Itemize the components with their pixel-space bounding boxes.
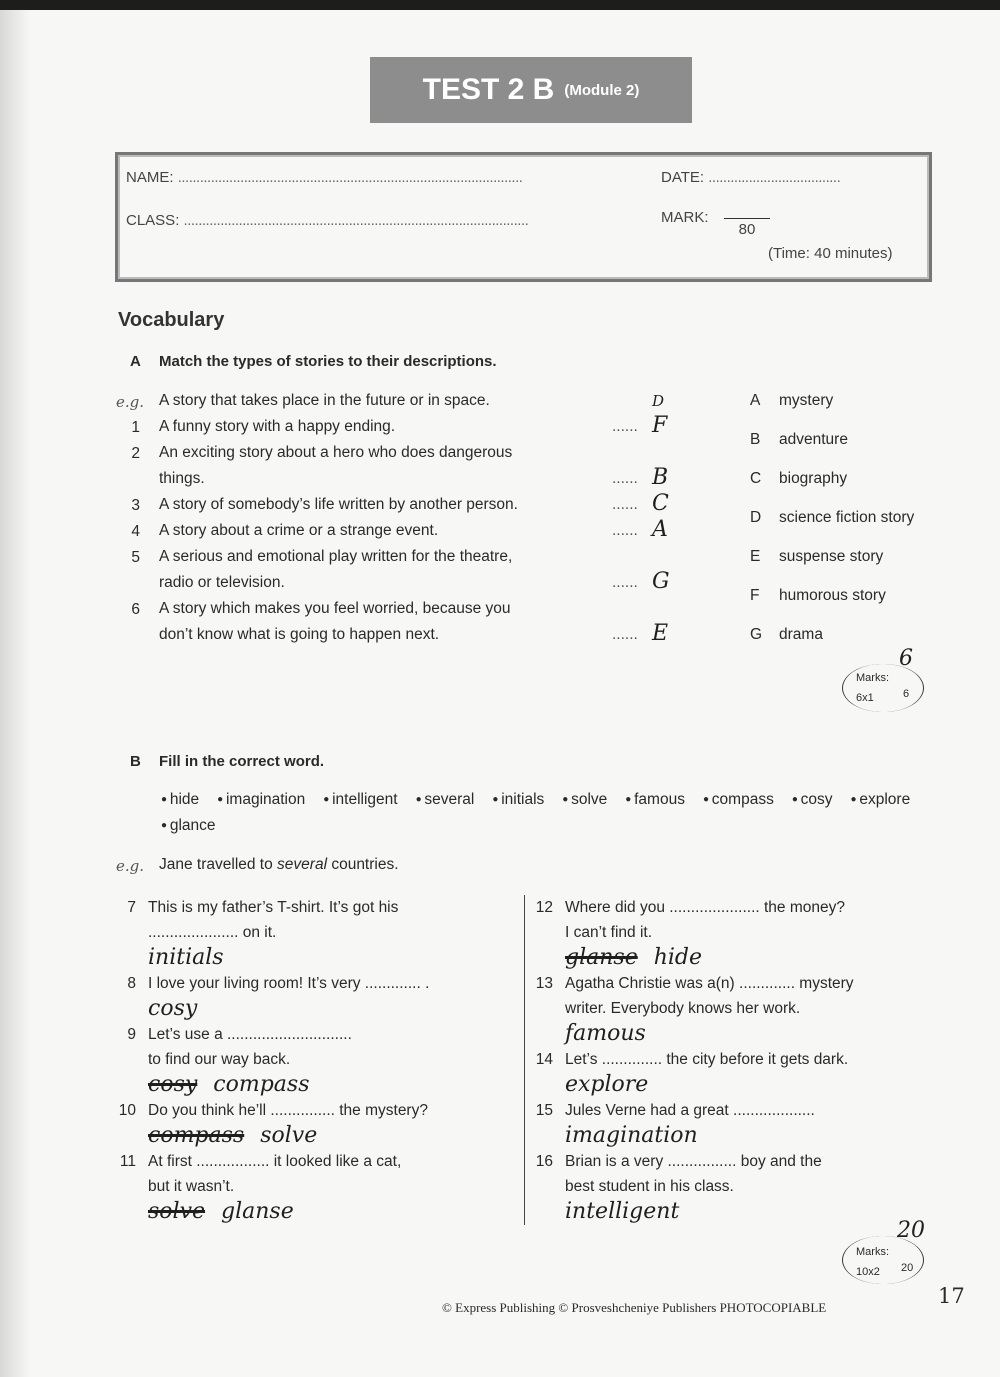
marks-score-handwritten: 20 (897, 1218, 925, 1243)
handwritten-answer: E (652, 621, 669, 646)
photocopiable-text: PHOTOCOPIABLE (719, 1300, 827, 1315)
item-number: 14 (535, 1051, 553, 1068)
option-text: biography (779, 470, 848, 487)
item-sentence-lines (148, 895, 398, 945)
item-description: A story of somebody’s life written by another person. (159, 496, 518, 513)
module-text: (Module 2) (564, 81, 640, 99)
mark-total: 80 (724, 218, 770, 238)
title-text: TEST 2 B (422, 73, 555, 106)
date-label: DATE: (661, 169, 705, 186)
item-sentence-lines (148, 1149, 401, 1199)
item-sentence-lines (148, 1098, 428, 1123)
option-text: drama (779, 626, 823, 643)
option-text: suspense story (779, 548, 884, 565)
struck-answer: solve (148, 1199, 206, 1224)
part-b-instruction: Fill in the correct word. (159, 753, 325, 770)
handwritten-answer: solve (260, 1123, 318, 1148)
item-number: 7 (127, 899, 136, 916)
example-sentence (159, 856, 399, 874)
item-description: don’t know what is going to happen next. (159, 626, 440, 643)
handwritten-answer: hide (653, 945, 703, 970)
word-bank-item: ● cosy (792, 791, 833, 809)
item-number: e.g. (116, 393, 145, 411)
item-sentence-lines (565, 1047, 848, 1072)
answer-blank: ...... (612, 470, 638, 487)
marks-total: 20 (901, 1262, 914, 1274)
handwritten-answer: D (652, 392, 665, 410)
item-sentence: but it wasn’t. (148, 1178, 235, 1195)
exercise-item (523, 1047, 933, 1072)
handwritten-answer: explore (565, 1072, 649, 1097)
item-number: 13 (535, 975, 553, 992)
handwritten-answer-row (106, 945, 516, 971)
date-field[interactable] (661, 169, 840, 186)
name-field[interactable] (126, 169, 522, 186)
exercise-item (523, 1098, 933, 1123)
item-sentence: I can’t find it. (565, 924, 653, 941)
exercise-item (106, 971, 516, 996)
item-sentence: Brian is a very ................ boy and the (565, 1153, 822, 1170)
item-sentence: I love your living room! It’s very ............. . (148, 975, 430, 992)
item-description: A funny story with a happy ending. (159, 418, 396, 435)
item-description: An exciting story about a hero who does dangerous (159, 444, 513, 461)
copyright-text: © Express Publishing © Prosveshcheniye Publishers (442, 1300, 717, 1315)
exercise-item (523, 895, 933, 945)
footer-copyright (442, 1300, 826, 1316)
word-bank-item: ● several (416, 791, 475, 809)
item-number: 8 (127, 975, 136, 992)
item-number: 16 (535, 1153, 553, 1170)
marks-formula: 6x1 (856, 692, 874, 704)
handwritten-answer-row (106, 1199, 516, 1225)
item-sentence: Do you think he’ll ............... the mystery? (148, 1102, 428, 1119)
item-description: A story that takes place in the future or in space. (159, 392, 490, 409)
word-bank-item: ● intelligent (323, 791, 397, 809)
part-a-instruction: Match the types of stories to their descriptions. (159, 353, 497, 370)
student-info-box (115, 152, 932, 282)
handwritten-answer-row (523, 1072, 933, 1098)
word-bank (161, 791, 931, 835)
part-b-marks (842, 1218, 925, 1284)
handwritten-answer: famous (565, 1021, 646, 1046)
item-number: 2 (131, 445, 140, 462)
option-text: science fiction story (779, 509, 915, 526)
marks-label: Marks: (856, 1246, 889, 1258)
handwritten-answer: initials (148, 945, 224, 970)
item-sentence: Let’s use a ............................. (148, 1026, 352, 1043)
class-dots: .............................................................................................. (183, 212, 529, 229)
handwritten-answer-row (523, 1021, 933, 1047)
item-sentence: Where did you ..................... the money? (565, 899, 845, 916)
handwritten-answer-row (106, 1072, 516, 1098)
exercise-item (523, 1149, 933, 1199)
item-sentence: ..................... on it. (148, 924, 277, 941)
marks-formula: 10x2 (856, 1266, 880, 1278)
struck-answer: glanse (565, 945, 638, 970)
word-bank-item: ● compass (703, 791, 774, 809)
option-letter: C (750, 470, 762, 487)
word-bank-item: ● glance (161, 817, 216, 835)
item-sentence-lines (565, 895, 845, 945)
item-number: 10 (118, 1102, 136, 1119)
handwritten-answer: A (652, 517, 668, 542)
handwritten-answer: B (652, 465, 669, 490)
option-letter: G (750, 626, 763, 643)
option-letter: B (750, 431, 761, 448)
item-sentence-lines (148, 971, 429, 996)
mark-label: MARK: (661, 209, 709, 226)
example-number: e.g. (116, 857, 145, 875)
exercise-item (523, 971, 933, 1021)
handwritten-answer-row (523, 1199, 933, 1225)
item-sentence: to find our way back. (148, 1051, 291, 1068)
handwritten-answer: C (652, 491, 669, 516)
section-title: Vocabulary (118, 309, 225, 331)
exercise-item (106, 1149, 516, 1199)
item-sentence-lines (565, 1098, 815, 1123)
example-after: countries. (327, 856, 399, 873)
name-dots: .............................................................................................. (177, 169, 523, 186)
item-sentence-lines (565, 1149, 822, 1199)
option-text: humorous story (779, 587, 886, 604)
handwritten-answer: compass (213, 1072, 310, 1097)
item-number: 15 (535, 1102, 553, 1119)
answer-blank: ...... (612, 418, 638, 435)
part-a-marks (842, 646, 924, 712)
handwritten-answer: cosy (148, 996, 198, 1021)
answer-blank: ...... (612, 574, 638, 591)
word-bank-item: ● solve (562, 791, 607, 809)
class-label: CLASS: (126, 212, 180, 229)
word-bank-item: ● hide (161, 791, 199, 809)
answer-blank: ...... (612, 626, 638, 643)
item-sentence-lines (148, 1022, 352, 1072)
marks-label: Marks: (856, 672, 889, 684)
marks-score-handwritten: 6 (899, 646, 913, 671)
item-sentence: writer. Everybody knows her work. (565, 1000, 801, 1017)
mark-field (661, 209, 709, 226)
item-number: 5 (131, 549, 140, 566)
handwritten-answer-row (523, 1123, 933, 1149)
scan-edge (0, 0, 1000, 10)
part-b-letter: B (130, 753, 141, 770)
item-sentence: Jules Verne had a great ................... (565, 1102, 815, 1119)
item-number: 12 (535, 899, 553, 916)
item-description: radio or television. (159, 574, 285, 591)
item-sentence-lines (565, 971, 854, 1021)
item-sentence: At first ................. it looked like a cat, (148, 1153, 402, 1170)
answer-blank: ...... (612, 522, 638, 539)
item-number: 11 (119, 1153, 136, 1170)
option-letter: D (750, 509, 762, 526)
word-bank-item: ● initials (492, 791, 544, 809)
item-sentence: best student in his class. (565, 1178, 734, 1195)
exercise-item (106, 1098, 516, 1123)
handwritten-answer: intelligent (565, 1199, 680, 1224)
handwritten-answer-row (106, 1123, 516, 1149)
struck-answer: compass (148, 1123, 245, 1148)
page-number: 17 (938, 1284, 965, 1308)
part-b-left-column (106, 895, 516, 1225)
answer-blank: ...... (612, 496, 638, 513)
option-letter: A (750, 392, 761, 409)
item-description: A serious and emotional play written for the theatre, (159, 548, 513, 565)
class-field[interactable] (126, 212, 528, 229)
part-a-letter: A (130, 353, 141, 370)
item-number: 9 (127, 1026, 136, 1043)
item-description: things. (159, 470, 205, 487)
struck-answer: cosy (148, 1072, 198, 1097)
item-sentence: Let’s .............. the city before it gets dark. (565, 1051, 849, 1068)
test-title (370, 57, 692, 123)
handwritten-answer: G (652, 569, 670, 594)
date-dots: .................................... (708, 169, 841, 186)
item-description: A story about a crime or a strange event. (159, 522, 439, 539)
option-text: adventure (779, 431, 848, 448)
item-sentence: Agatha Christie was a(n) ............. mystery (565, 975, 854, 992)
handwritten-answer: imagination (565, 1123, 698, 1148)
word-bank-item: ● imagination (217, 791, 305, 809)
word-bank-item: ● famous (625, 791, 685, 809)
handwritten-answer-row (106, 996, 516, 1022)
item-number: 1 (131, 419, 140, 436)
item-number: 4 (131, 523, 140, 540)
handwritten-answer: F (652, 413, 668, 438)
part-b-right-column (523, 895, 933, 1225)
time-limit: (Time: 40 minutes) (768, 245, 893, 262)
item-number: 3 (131, 497, 140, 514)
word-bank-item: ● explore (851, 791, 911, 809)
name-label: NAME: (126, 169, 174, 186)
marks-total: 6 (903, 688, 910, 700)
item-number: 6 (131, 601, 140, 618)
handwritten-answer-row (523, 945, 933, 971)
handwritten-answer: glanse (221, 1199, 294, 1224)
page-binding-shadow (0, 10, 30, 1377)
example-before: Jane travelled to (159, 856, 278, 873)
exercise-item (106, 895, 516, 945)
option-text: mystery (779, 392, 834, 409)
exercise-item (106, 1022, 516, 1072)
option-letter: F (750, 587, 760, 604)
example-word: several (277, 856, 328, 873)
option-letter: E (750, 548, 761, 565)
item-sentence: This is my father’s T-shirt. It’s got his (148, 899, 399, 916)
item-description: A story which makes you feel worried, because you (159, 600, 511, 617)
